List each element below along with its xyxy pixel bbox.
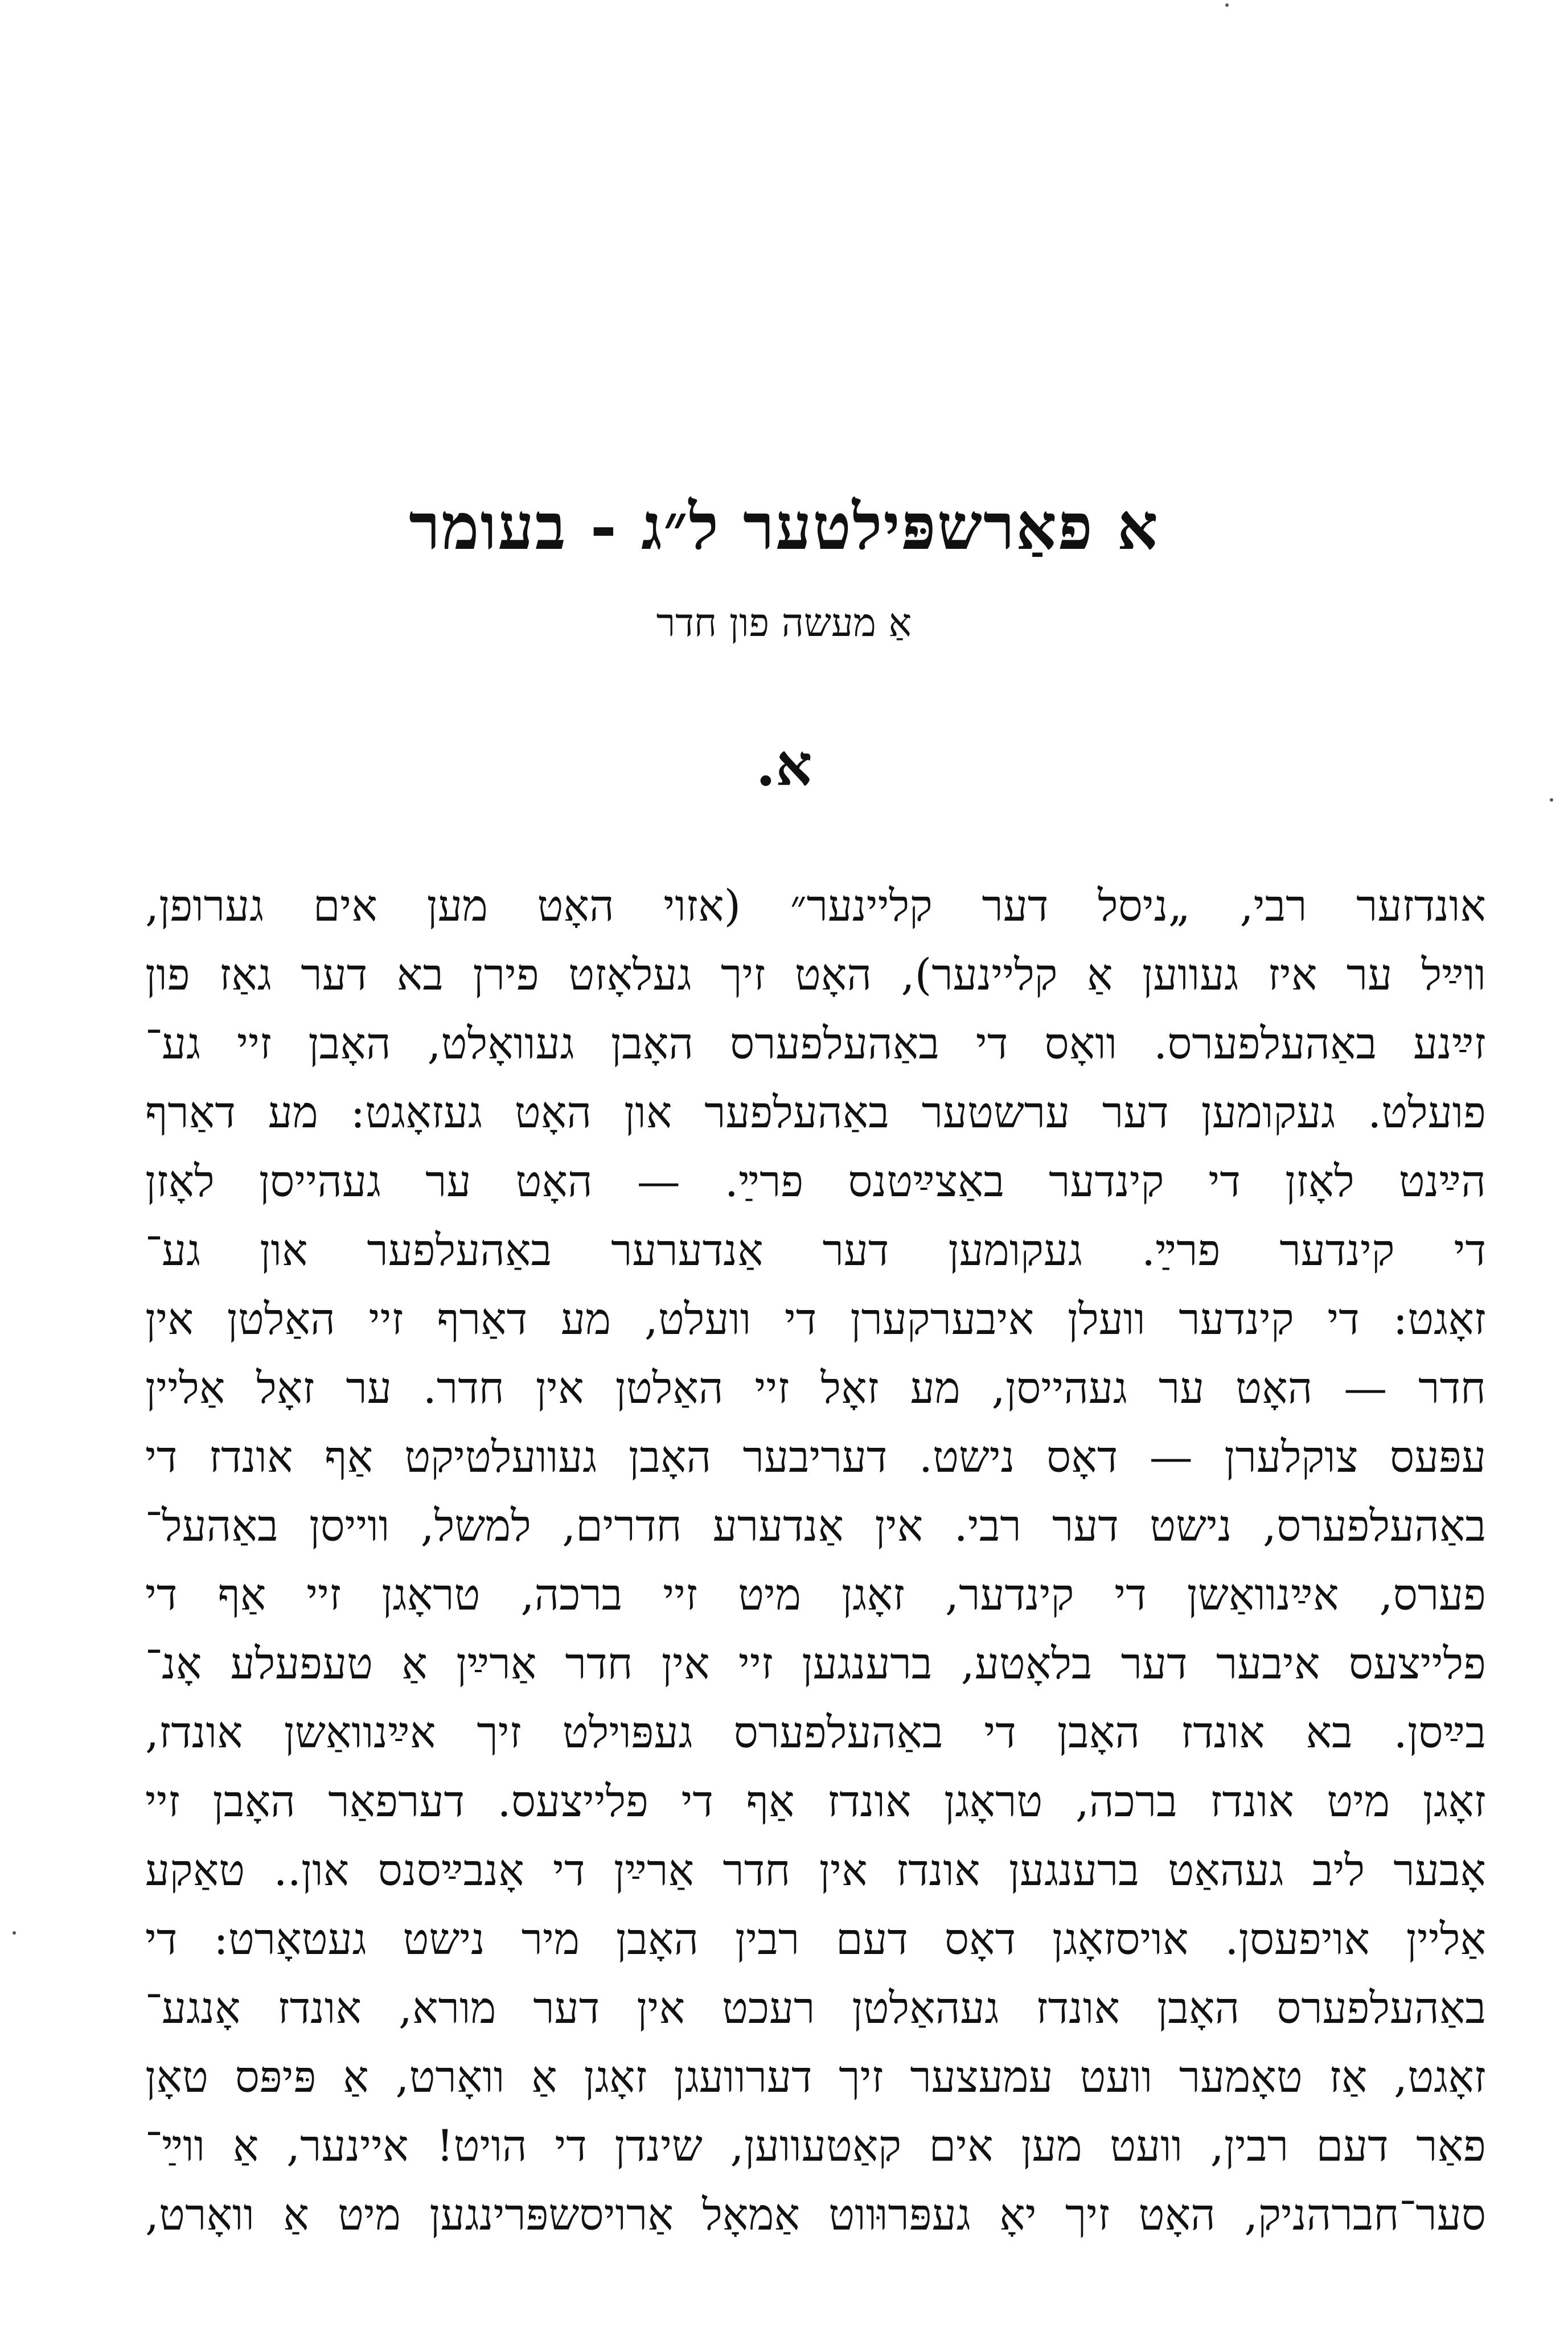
text-line: פועלט. געקומען דער ערשטער באַהעלפער און האָט געזאָגט: מע דאַרף [145,1087,1486,1138]
text-line: פאַר דעם רבין, וועט מען אים קאַטעווען, שינדן די הויט! איינער, אַ ווײַ־ [145,2120,1486,2171]
text-line: סער־חברהניק, האָט זיך יאָ געפּרוּווט אַמאָל אַרויסשפּרינגען מיט אַ וואָרט, [145,2189,1486,2240]
text-line: אונדזער רבי, „ניסל דער קליינער״ (אזוי האָט מען אים גערופן, [145,880,1486,931]
text-line: זאָגן מיט אונדז ברכה, טראָגן אונדז אַף די פלייצעס. דערפאַר האָבן זיי [145,1776,1486,1826]
scan-speck [1225,3,1229,7]
scan-speck [13,1931,16,1935]
text-line: עפּעס צוקלערן — דאָס נישט. דעריבער האָבן געוועלטיקט אַף אונדז די [145,1431,1486,1482]
story-subtitle: אַ מעשה פון חדר [656,601,912,646]
text-line: זײַנע באַהעלפערס. וואָס די באַהעלפערס האָבן געוואָלט, האָבן זיי גע־ [145,1018,1486,1069]
text-line: בײַסן. בא אונדז האָבן די באַהעלפערס געפּוילט זיך אײַנוואַשן אונדז, [145,1707,1486,1758]
body-text [145,871,1486,2249]
text-line: אָבער ליב געהאַט ברענגען אונדז אין חדר אַרײַן די אָנבײַסנס און.. טאַקע [145,1845,1486,1895]
section-marker: א. [756,732,812,799]
text-line: הײַנט לאָזן די קינדער באַצײַטנס פרײַ. — האָט ער געהייסן לאָזן [145,1156,1486,1206]
text-line: פלייצעס איבער דער בלאָטע, ברענגען זיי אין חדר אַרײַן אַ טעפעלע אָנ־ [145,1638,1486,1689]
story-title: א פאַרשפּילטער ל״ג - בעומר [409,490,1159,564]
text-line: באַהעלפערס האָבן אונדז געהאַלטן רעכט אין דער מורא, אונדז אָנגע־ [145,1982,1486,2033]
text-line: באַהעלפערס, נישט דער רבי. אין אַנדערע חדרים, למשל, ווייסן באַהעל־ [145,1500,1486,1551]
scan-speck [1550,798,1553,802]
text-line: די קינדער פרײַ. געקומען דער אַנדערער באַהעלפער און גע־ [145,1225,1486,1275]
text-line: זאָגט, אַז טאָמער וועט עמעצער זיך דערוועגן זאָגן אַ וואָרט, אַ פּיפּס טאָן [145,2051,1486,2102]
text-line: זאָגט: די קינדער וועלן איבערקערן די וועלט, מע דאַרף זיי האַלטן אין [145,1294,1486,1344]
text-line: אַליין אויפעסן. אויסזאָגן דאָס דעם רבין האָבן מיר נישט געטאָרט: די [145,1914,1486,1964]
text-line: פערס, אײַנוואַשן די קינדער, זאָגן מיט זיי ברכה, טראָגן זיי אַף די [145,1569,1486,1620]
text-line: חדר — האָט ער געהייסן, מע זאָל זיי האַלטן אין חדר. ער זאָל אַליין [145,1362,1486,1413]
text-line: ווײַל ער איז געווען אַ קליינער), האָט זיך געלאָזט פירן בא דער גאַז פון [145,949,1486,1000]
